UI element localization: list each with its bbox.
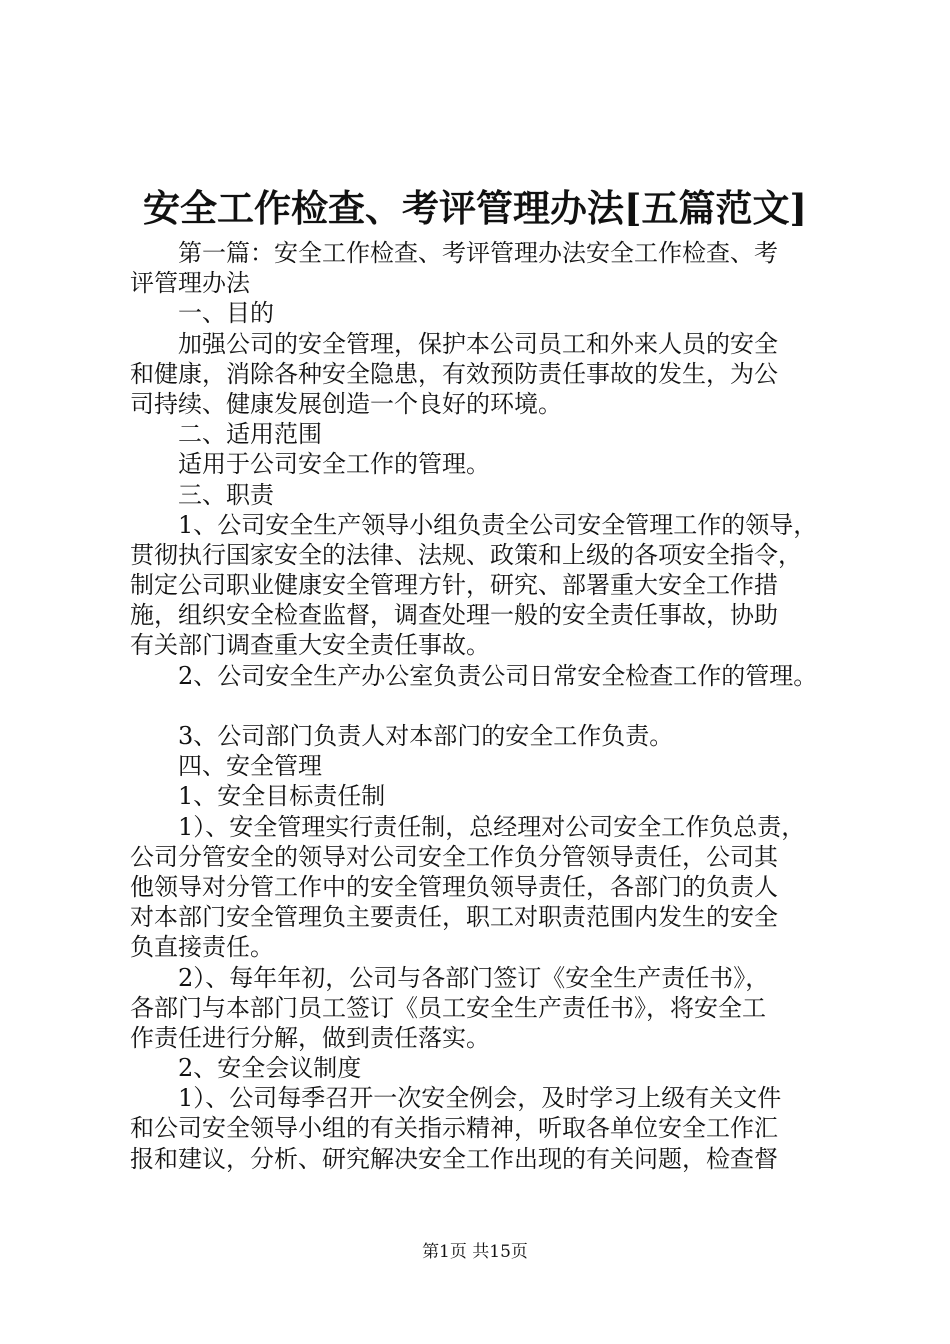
body-line: 第一篇：安全工作检查、考评管理办法安全工作检查、考 xyxy=(178,239,778,267)
body-line: 施，组织安全检查监督，调查处理一般的安全责任事故，协助 xyxy=(130,601,778,630)
body-line: 公司分管安全的领导对公司安全工作负分管领导责任，公司其 xyxy=(130,842,778,871)
body-line: 1、公司安全生产领导小组负责全公司安全管理工作的领导， xyxy=(178,510,818,539)
body-line: 评管理办法 xyxy=(130,269,250,298)
body-line: 对本部门安全管理负主要责任，职工对职责范围内发生的安全 xyxy=(130,903,778,932)
body-line: 有关部门调查重大安全责任事故。 xyxy=(130,631,490,660)
body-line: 2）、每年年初，公司与各部门签订《安全生产责任书》， xyxy=(178,963,770,992)
body-line: 2、公司安全生产办公室负责公司日常安全检查工作的管理。 xyxy=(178,661,818,690)
subsection-heading: 1、安全目标责任制 xyxy=(178,782,386,811)
body-line: 1）、公司每季召开一次安全例会，及时学习上级有关文件 xyxy=(178,1084,782,1113)
body-line: 1）、安全管理实行责任制，总经理对公司安全工作负总责， xyxy=(178,812,806,841)
section-heading: 三、职责 xyxy=(178,480,274,509)
body-line: 报和建议，分析、研究解决安全工作出现的有关问题，检查督 xyxy=(130,1144,778,1173)
body-line: 贯彻执行国家安全的法律、法规、政策和上级的各项安全指令， xyxy=(130,540,802,569)
document-title: 安全工作检查、考评管理办法[五篇范文] xyxy=(142,186,807,230)
subsection-heading: 2、安全会议制度 xyxy=(178,1054,362,1083)
body-line: 加强公司的安全管理，保护本公司员工和外来人员的安全 xyxy=(178,329,778,358)
body-line: 他领导对分管工作中的安全管理负领导责任，各部门的负责人 xyxy=(130,872,778,901)
body-line: 3、公司部门负责人对本部门的安全工作负责。 xyxy=(178,722,674,751)
body-line: 和健康，消除各种安全隐患，有效预防责任事故的发生，为公 xyxy=(130,359,778,388)
document-body xyxy=(130,238,850,1174)
body-line: 司持续、健康发展创造一个良好的环境。 xyxy=(130,389,562,418)
body-line: 负直接责任。 xyxy=(130,933,274,962)
page-footer: 第1页 共15页 xyxy=(422,1242,528,1262)
body-line: 制定公司职业健康安全管理方针，研究、部署重大安全工作措 xyxy=(130,571,778,600)
section-heading: 二、适用范围 xyxy=(178,420,322,449)
section-heading: 一、目的 xyxy=(178,299,274,328)
section-heading: 四、安全管理 xyxy=(178,752,322,781)
body-line: 作责任进行分解，做到责任落实。 xyxy=(130,1023,490,1052)
body-line: 各部门与本部门员工签订《员工安全生产责任书》，将安全工 xyxy=(130,993,766,1022)
body-line: 和公司安全领导小组的有关指示精神，听取各单位安全工作汇 xyxy=(130,1114,778,1143)
body-line: 适用于公司安全工作的管理。 xyxy=(178,450,490,479)
